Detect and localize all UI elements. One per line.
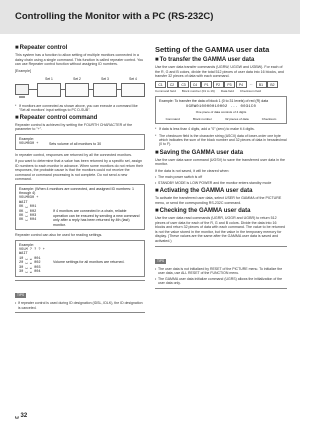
response-line: OK ␣ 001 bbox=[19, 205, 37, 210]
monitor-icon bbox=[65, 83, 89, 97]
response-line: 30 ␣ ␣ 003 bbox=[19, 265, 41, 270]
activating-paragraph: To activate the transferred user data, select USER for GAMMA of the PICTURE menu, or send the corresponding RS-232C command. bbox=[155, 196, 282, 205]
tips-item: • If repeater control is used during ID designation (IDSL, IDLK), the ID designation is canceled. bbox=[15, 301, 145, 310]
command-cell: C4 bbox=[190, 81, 201, 88]
example-description: Sets volume of all monitors to 30 bbox=[49, 142, 102, 147]
saving-paragraph-2: If the data is not saved, it will be cleared when: bbox=[155, 168, 230, 173]
command-format-row bbox=[155, 81, 287, 88]
command-cell: ... bbox=[249, 81, 253, 86]
left-tips bbox=[15, 280, 145, 313]
responses-paragraph: In repeater control, responses are returned by all the connected monitors. bbox=[15, 152, 133, 157]
monitor-icon bbox=[121, 83, 145, 97]
repeater-example-box bbox=[15, 134, 145, 150]
saving-heading: ■ Saving the GAMMA user data bbox=[155, 150, 287, 156]
legend-item: Checksum bbox=[261, 116, 277, 121]
transfer-heading: ■ To transfer the GAMMA user data bbox=[155, 57, 287, 63]
legend-item: Data field bbox=[220, 88, 234, 93]
response-line: OK ␣ 003 bbox=[19, 214, 37, 219]
command-cell: P3 bbox=[224, 81, 235, 88]
tips-label: TIPS bbox=[157, 259, 165, 264]
response-line: OK ␣ 004 bbox=[19, 218, 37, 223]
transfer-paragraph: Use the user data transfer commands (UGRW, UGGW and UGBW). For each of the R, G and B colors, divide the total 512 pieces of user data into 16 blocks, and transfer 32 pieces of data with each command. bbox=[155, 65, 284, 78]
set-label: Set 1 bbox=[45, 77, 53, 81]
response-line: 10 ␣ ␣ 001 bbox=[19, 256, 41, 261]
response-line: 20 ␣ ␣ 002 bbox=[19, 261, 41, 266]
response-line: WAIT bbox=[19, 200, 28, 205]
response-line: VOLM ? ? ? + bbox=[19, 247, 45, 252]
transfer-note: * If data is less than 4 digits, add a "0" (zero) to make it 4 digits. bbox=[155, 127, 255, 132]
command-format-legend bbox=[155, 89, 287, 93]
read-example-label: Example: bbox=[19, 242, 34, 247]
read-paragraph: Repeater control can also be used for reading settings. bbox=[15, 233, 103, 238]
pc-icon bbox=[15, 84, 29, 95]
tips-item: • The GAMMA user data initialize command (UGRS) allows the initialization of the user data only. bbox=[155, 277, 287, 286]
legend-item: Block number (01 to 16) bbox=[181, 88, 215, 93]
command-cell: P4 bbox=[236, 81, 247, 88]
right-column bbox=[155, 45, 287, 289]
response-line: 30 ␣ ␣ 004 bbox=[19, 270, 41, 274]
legend-item: Checksum field bbox=[239, 88, 262, 93]
wait-example-note: If 4 monitors are connected in a chain, reliable operation can be ensured by sending a new command only after a reply has been returned by 4th (last) monitor. bbox=[53, 209, 140, 227]
command-cell: C1 bbox=[155, 81, 166, 88]
response-line: WAIT bbox=[19, 252, 28, 257]
transfer-example-legend bbox=[159, 117, 283, 121]
set-label: Set 3 bbox=[101, 77, 109, 81]
legend-item: Block number bbox=[192, 116, 212, 121]
legend-item: Command field bbox=[155, 88, 176, 93]
page-title: Controlling the Monitor with a PC (RS-232C) bbox=[15, 11, 214, 22]
saving-bullet: • STANDBY MODE is LOW POWER and the monitor enters standby mode bbox=[155, 181, 287, 185]
wait-example-intro: Example: (When 4 monitors are connected, and assigned ID numbers: 1 through 4) bbox=[19, 186, 135, 196]
id-paragraph: If you want to determine that a value has been returned by a specific set, assign ID numbers to each monitor in advance. When some monitors do not return their responses, the probable cause is that the monitors could not receive the command or command processing is not complete. Do not send a new command. bbox=[15, 159, 144, 182]
monitor-icon bbox=[37, 83, 61, 97]
read-example-note: Volume settings for all monitors are returned. bbox=[53, 259, 125, 264]
page-number: ␣ 32 bbox=[15, 413, 28, 419]
repeater-heading: ■ Repeater control bbox=[15, 45, 145, 51]
checking-paragraph: Use the user data read commands (UGRR, UGGR and UGBR) to return 512 pieces of user data for each of the R, G and B colors. Divide the data into 16 blocks and return 32 pieces of data with each command. The value to be returned is not the value stored in the monitor, but the value in the temporary memory for display. (These values are the same after the GAMMA user data is saved and activated.) bbox=[155, 216, 285, 243]
saving-bullet: • The main power switch is off bbox=[155, 175, 287, 179]
command-cell: P2 bbox=[213, 81, 224, 88]
gamma-section-title: Setting of the GAMMA user data bbox=[155, 45, 270, 54]
example-box-label: Example: bbox=[19, 136, 34, 141]
transfer-example-code: UGRW010000010002 ... 0031C0 bbox=[185, 104, 257, 109]
repeater-command-paragraph: Repeater control is achieved by setting the FOURTH CHARACTER of the parameter to "+". bbox=[15, 122, 133, 132]
repeater-paragraph: This system has a function to allow setting of multiple monitors connected in a daisy chain using a single command. This function is called repeater control. You can use Repeater control function without assigning ID numbers. bbox=[15, 53, 144, 66]
tips-label: TIPS bbox=[17, 293, 25, 298]
repeater-note: * If monitors are connected as shown above, you can execute a command like "Set all monitors' input settings to PC D-SUB". bbox=[15, 104, 138, 113]
cable-line bbox=[29, 89, 37, 90]
response-line: OK ␣ 002 bbox=[19, 209, 37, 214]
monitor-icon bbox=[93, 83, 117, 97]
command-cell: P1 bbox=[201, 81, 212, 88]
command-cell: C3 bbox=[178, 81, 189, 88]
command-cell: B2 bbox=[267, 81, 278, 88]
tips-item: • The user data is not initialized by RESET of the PICTURE menu. To initialize the user data, use ALL RESET of the FUNCTION menu. bbox=[155, 267, 287, 276]
legend-item: Command bbox=[165, 116, 180, 121]
activating-heading: ■ Activating the GAMMA user data bbox=[155, 188, 287, 194]
left-column bbox=[15, 45, 145, 313]
set-label: Set 2 bbox=[73, 77, 81, 81]
transfer-note: * The checksum field is the character string (ASCII) data of lower-order one byte which indicates the sum of the block number and 32 pieces of data in hexadecimal (0 to F). bbox=[155, 133, 287, 147]
transfer-example-box bbox=[155, 96, 287, 125]
transfer-example-annotation: One piece of data consists of 4 digits bbox=[195, 110, 247, 115]
transfer-example-intro: Example: To transfer the data of block 1 (0 to 31 levels) of red (R) data bbox=[159, 98, 269, 103]
response-line: VOLM030 + bbox=[19, 196, 39, 201]
example-command: VOLM030 + bbox=[19, 142, 39, 147]
legend-item: 32 pieces of data bbox=[225, 116, 249, 121]
command-cell: C2 bbox=[167, 81, 178, 88]
read-example-box bbox=[15, 240, 145, 278]
command-cell: B1 bbox=[256, 81, 267, 88]
set-label: Set 4 bbox=[129, 77, 137, 81]
checking-heading: ■ Checking the GAMMA user data bbox=[155, 208, 287, 214]
daisy-chain-diagram bbox=[15, 75, 145, 101]
wait-example-box bbox=[15, 184, 145, 230]
repeater-command-heading: ■ Repeater control command bbox=[15, 115, 145, 121]
right-tips bbox=[155, 246, 287, 289]
saving-paragraph: Use the user data save command (UGSV) to save the transferred user data in the monitor. bbox=[155, 157, 286, 167]
example-label: [Example] bbox=[15, 68, 31, 73]
header-bar bbox=[0, 0, 300, 34]
